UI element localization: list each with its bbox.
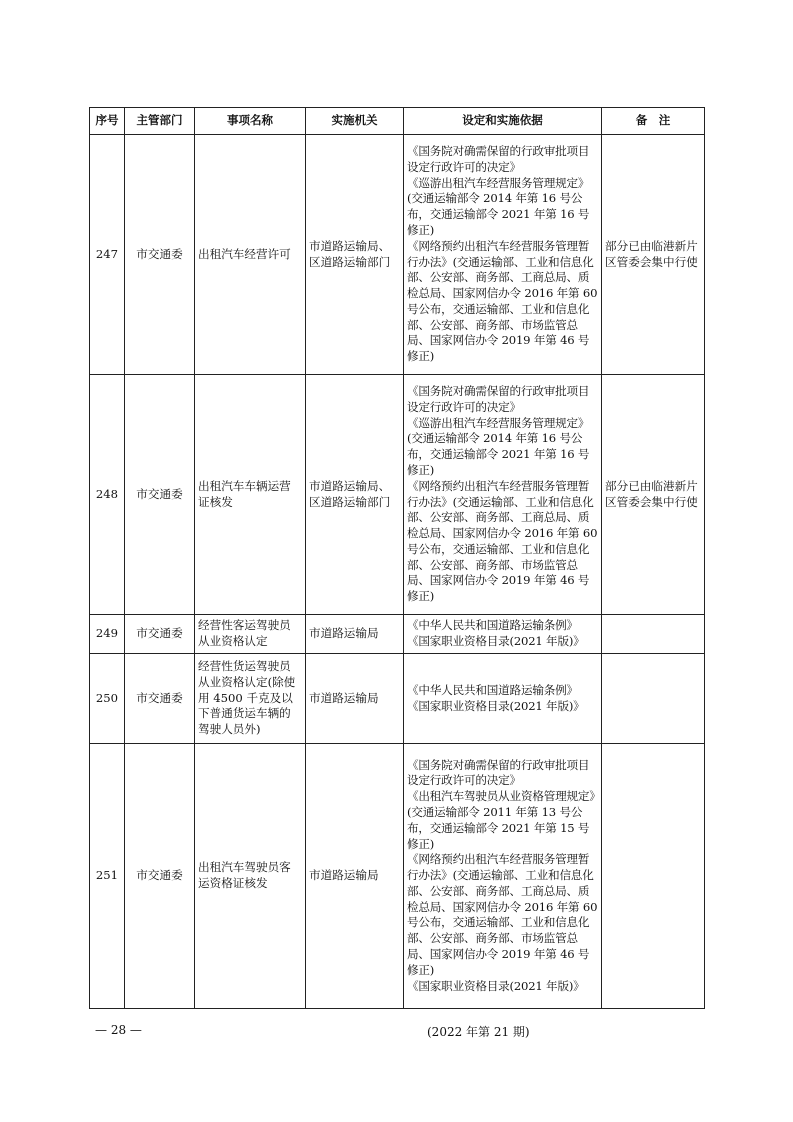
basis-line: 《网络预约出租汽车经营服务管理暂行办法》(交通运输部、工业和信息化部、公安部、商务部、工商总局、质检总局、国家网信办令 2016 年第 60 号公布，交通运输部、工业和信息化部、公安部、商务部、市场监管总局、国家网信办令 2019 年第 46 号修正) xyxy=(407,852,601,977)
row-note xyxy=(602,615,705,654)
row-dept: 市交通委 xyxy=(125,135,195,375)
row-note: 部分已由临港新片区管委会集中行使 xyxy=(602,375,705,615)
header-agency: 实施机关 xyxy=(306,108,404,135)
table-row xyxy=(90,135,705,375)
row-name: 出租汽车经营许可 xyxy=(195,135,306,375)
row-basis xyxy=(404,615,602,654)
row-basis xyxy=(404,375,602,615)
basis-line: 《网络预约出租汽车经营服务管理暂行办法》(交通运输部、工业和信息化部、公安部、商务部、工商总局、质检总局、国家网信办令 2016 年第 60 号公布，交通运输部、工业和信息化部、公安部、商务部、市场监管总局、国家网信办令 2019 年第 46 号修正) xyxy=(407,238,601,364)
row-dept: 市交通委 xyxy=(125,615,195,654)
page-number: — 28 — xyxy=(95,1023,142,1037)
row-dept: 市交通委 xyxy=(125,744,195,1009)
row-dept: 市交通委 xyxy=(125,375,195,615)
row-no: 250 xyxy=(90,654,125,744)
row-no: 251 xyxy=(90,744,125,1009)
row-agency: 市道路运输局、区道路运输部门 xyxy=(306,135,404,375)
row-note: 部分已由临港新片区管委会集中行使 xyxy=(602,135,705,375)
basis-line: 《国务院对确需保留的行政审批项目设定行政许可的决定》 xyxy=(407,383,590,414)
row-basis xyxy=(404,135,602,375)
row-note xyxy=(602,654,705,744)
approval-items-table xyxy=(89,107,705,1009)
table-row xyxy=(90,744,705,1009)
row-name: 经营性货运驾驶员从业资格认定(除使用 4500 千克及以下普通货运车辆的驾驶人员外) xyxy=(195,654,306,744)
row-basis xyxy=(404,744,602,1009)
header-basis: 设定和实施依据 xyxy=(404,108,602,135)
basis-line: 《巡游出租汽车经营服务管理规定》(交通运输部令 2014 年第 16 号公布，交通运输部令 2021 年第 16 号修正) xyxy=(407,175,590,237)
basis-line: 《国家职业资格目录(2021 年版)》 xyxy=(407,698,585,713)
header-note: 备 注 xyxy=(602,108,705,135)
table-header-row xyxy=(90,108,705,135)
row-no: 247 xyxy=(90,135,125,375)
row-dept: 市交通委 xyxy=(125,654,195,744)
header-name: 事项名称 xyxy=(195,108,306,135)
basis-line: 《国家职业资格目录(2021 年版)》 xyxy=(407,634,585,648)
basis-line: 《出租汽车驾驶员从业资格管理规定》(交通运输部令 2011 年第 13 号公布，交通运输部令 2021 年第 15 号修正) xyxy=(407,789,595,851)
row-name: 经营性客运驾驶员从业资格认定 xyxy=(195,615,306,654)
table-row xyxy=(90,615,705,654)
issue-label: (2022 年第 21 期) xyxy=(427,1025,530,1039)
table-row xyxy=(90,654,705,744)
row-note xyxy=(602,744,705,1009)
basis-line: 《网络预约出租汽车经营服务管理暂行办法》(交通运输部、工业和信息化部、公安部、商务部、工商总局、质检总局、国家网信办令 2016 年第 60 号公布，交通运输部、工业和信息化部、公安部、商务部、市场监管总局、国家网信办令 2019 年第 46 号修正) xyxy=(407,478,601,604)
row-basis xyxy=(404,654,602,744)
table-row xyxy=(90,375,705,615)
basis-line: 《国家职业资格目录(2021 年版)》 xyxy=(407,978,585,993)
basis-line: 《国务院对确需保留的行政审批项目设定行政许可的决定》 xyxy=(407,757,590,788)
row-agency: 市道路运输局 xyxy=(306,654,404,744)
basis-line: 《巡游出租汽车经营服务管理规定》(交通运输部令 2014 年第 16 号公布，交通运输部令 2021 年第 16 号修正) xyxy=(407,415,590,477)
row-agency: 市道路运输局 xyxy=(306,615,404,654)
basis-line: 《中华人民共和国道路运输条例》 xyxy=(407,682,578,697)
row-agency: 市道路运输局、区道路运输部门 xyxy=(306,375,404,615)
header-no: 序号 xyxy=(90,108,125,135)
basis-line: 《中华人民共和国道路运输条例》 xyxy=(407,618,578,633)
row-no: 249 xyxy=(90,615,125,654)
page-footer xyxy=(89,1023,704,1043)
basis-line: 《国务院对确需保留的行政审批项目设定行政许可的决定》 xyxy=(407,143,590,174)
row-no: 248 xyxy=(90,375,125,615)
row-agency: 市道路运输局 xyxy=(306,744,404,1009)
header-dept: 主管部门 xyxy=(125,108,195,135)
row-name: 出租汽车驾驶员客运资格证核发 xyxy=(195,744,306,1009)
row-name: 出租汽车车辆运营证核发 xyxy=(195,375,306,615)
